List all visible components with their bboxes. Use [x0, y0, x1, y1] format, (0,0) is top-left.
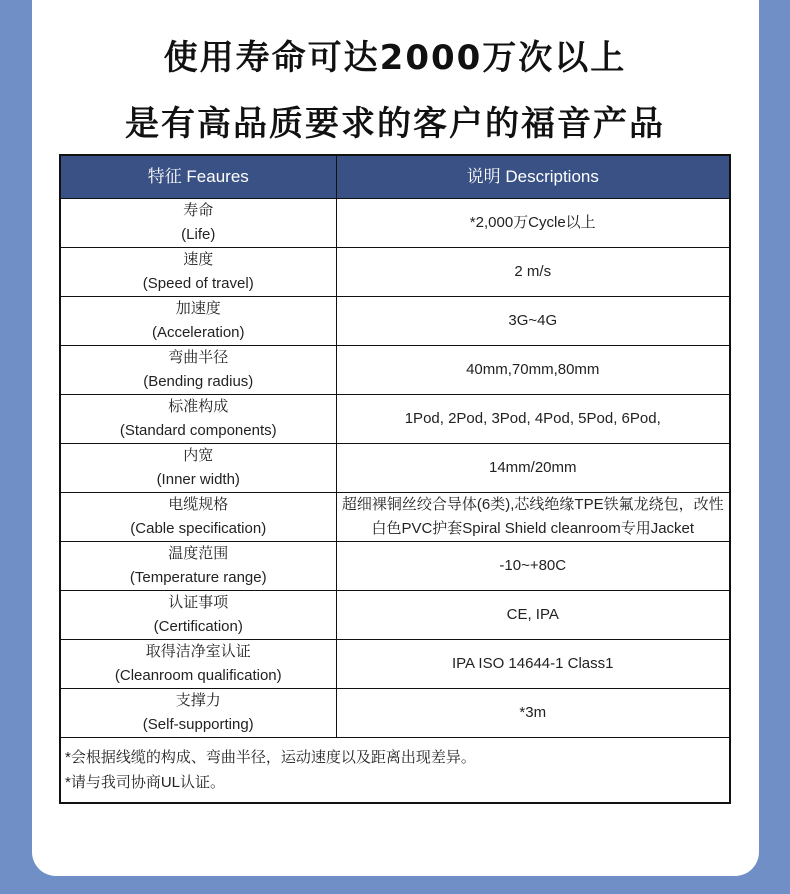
feature-cell [60, 444, 336, 493]
feature-zh: 电缆规格 [168, 496, 229, 513]
feature-en: (Standard components) [119, 422, 277, 439]
feature-en: (Inner width) [156, 471, 240, 488]
feature-zh: 认证事项 [168, 594, 229, 611]
feature-cell [60, 395, 336, 444]
feature-en: (Certification) [153, 618, 243, 635]
note-2: *请与我司协商UL认证。 [65, 774, 226, 791]
notes-cell [60, 738, 730, 804]
feature-zh: 支撑力 [175, 692, 221, 709]
feature-cell [60, 248, 336, 297]
header-features: 特征 Feaures [60, 155, 336, 199]
header-descriptions: 说明 Descriptions [336, 155, 730, 199]
table-body [60, 199, 730, 738]
feature-en: (Self-supporting) [142, 716, 254, 733]
table-row [60, 689, 730, 738]
description-cell: *2,000万Cycle以上 [336, 199, 730, 248]
feature-en: (Bending radius) [143, 373, 254, 390]
feature-zh: 内宽 [183, 447, 214, 464]
feature-cell [60, 591, 336, 640]
table-row [60, 395, 730, 444]
feature-en: (Cable specification) [130, 520, 267, 537]
feature-cell [60, 297, 336, 346]
table-row [60, 199, 730, 248]
feature-zh: 加速度 [175, 300, 221, 317]
description-cell: -10~+80C [336, 542, 730, 591]
feature-zh: 标准构成 [168, 398, 229, 415]
feature-en: (Temperature range) [129, 569, 267, 586]
feature-en: (Acceleration) [151, 324, 245, 341]
feature-en: (Cleanroom qualification) [114, 667, 282, 684]
table-row [60, 248, 730, 297]
feature-zh: 取得洁净室认证 [145, 643, 251, 660]
feature-cell [60, 346, 336, 395]
description-cell: *3m [336, 689, 730, 738]
table-row [60, 542, 730, 591]
spec-table [59, 154, 731, 804]
description-cell: IPA ISO 14644-1 Class1 [336, 640, 730, 689]
description-cell: 超细裸铜丝绞合导体(6类),芯线绝缘TPE铁氟龙绕包，改性白色PVC护套Spiral Shield cleanroom专用Jacket [336, 493, 730, 542]
feature-en: (Life) [181, 226, 216, 243]
feature-cell [60, 199, 336, 248]
table-header-row [60, 155, 730, 199]
feature-zh: 弯曲半径 [168, 349, 229, 366]
table-row [60, 297, 730, 346]
feature-cell [60, 493, 336, 542]
description-cell: 2 m/s [336, 248, 730, 297]
description-cell: 14mm/20mm [336, 444, 730, 493]
description-cell: CE, IPA [336, 591, 730, 640]
note-1: *会根据线缆的构成、弯曲半径，运动速度以及距离出现差异。 [65, 749, 476, 766]
feature-cell [60, 542, 336, 591]
table-row [60, 493, 730, 542]
feature-zh: 温度范围 [168, 545, 229, 562]
description-cell: 3G~4G [336, 297, 730, 346]
feature-cell [60, 689, 336, 738]
heading-line-1: 使用寿命可达2000万次以上 [163, 38, 627, 78]
table-row [60, 346, 730, 395]
table-row [60, 640, 730, 689]
description-cell: 1Pod, 2Pod, 3Pod, 4Pod, 5Pod, 6Pod, [336, 395, 730, 444]
feature-zh: 寿命 [183, 202, 214, 219]
table-row [60, 591, 730, 640]
table-row [60, 444, 730, 493]
description-cell: 40mm,70mm,80mm [336, 346, 730, 395]
feature-cell [60, 640, 336, 689]
feature-zh: 速度 [183, 251, 214, 268]
feature-en: (Speed of travel) [142, 275, 254, 292]
heading-line-2: 是有高品质要求的客户的福音产品 [125, 104, 665, 144]
notes-row [60, 738, 730, 804]
